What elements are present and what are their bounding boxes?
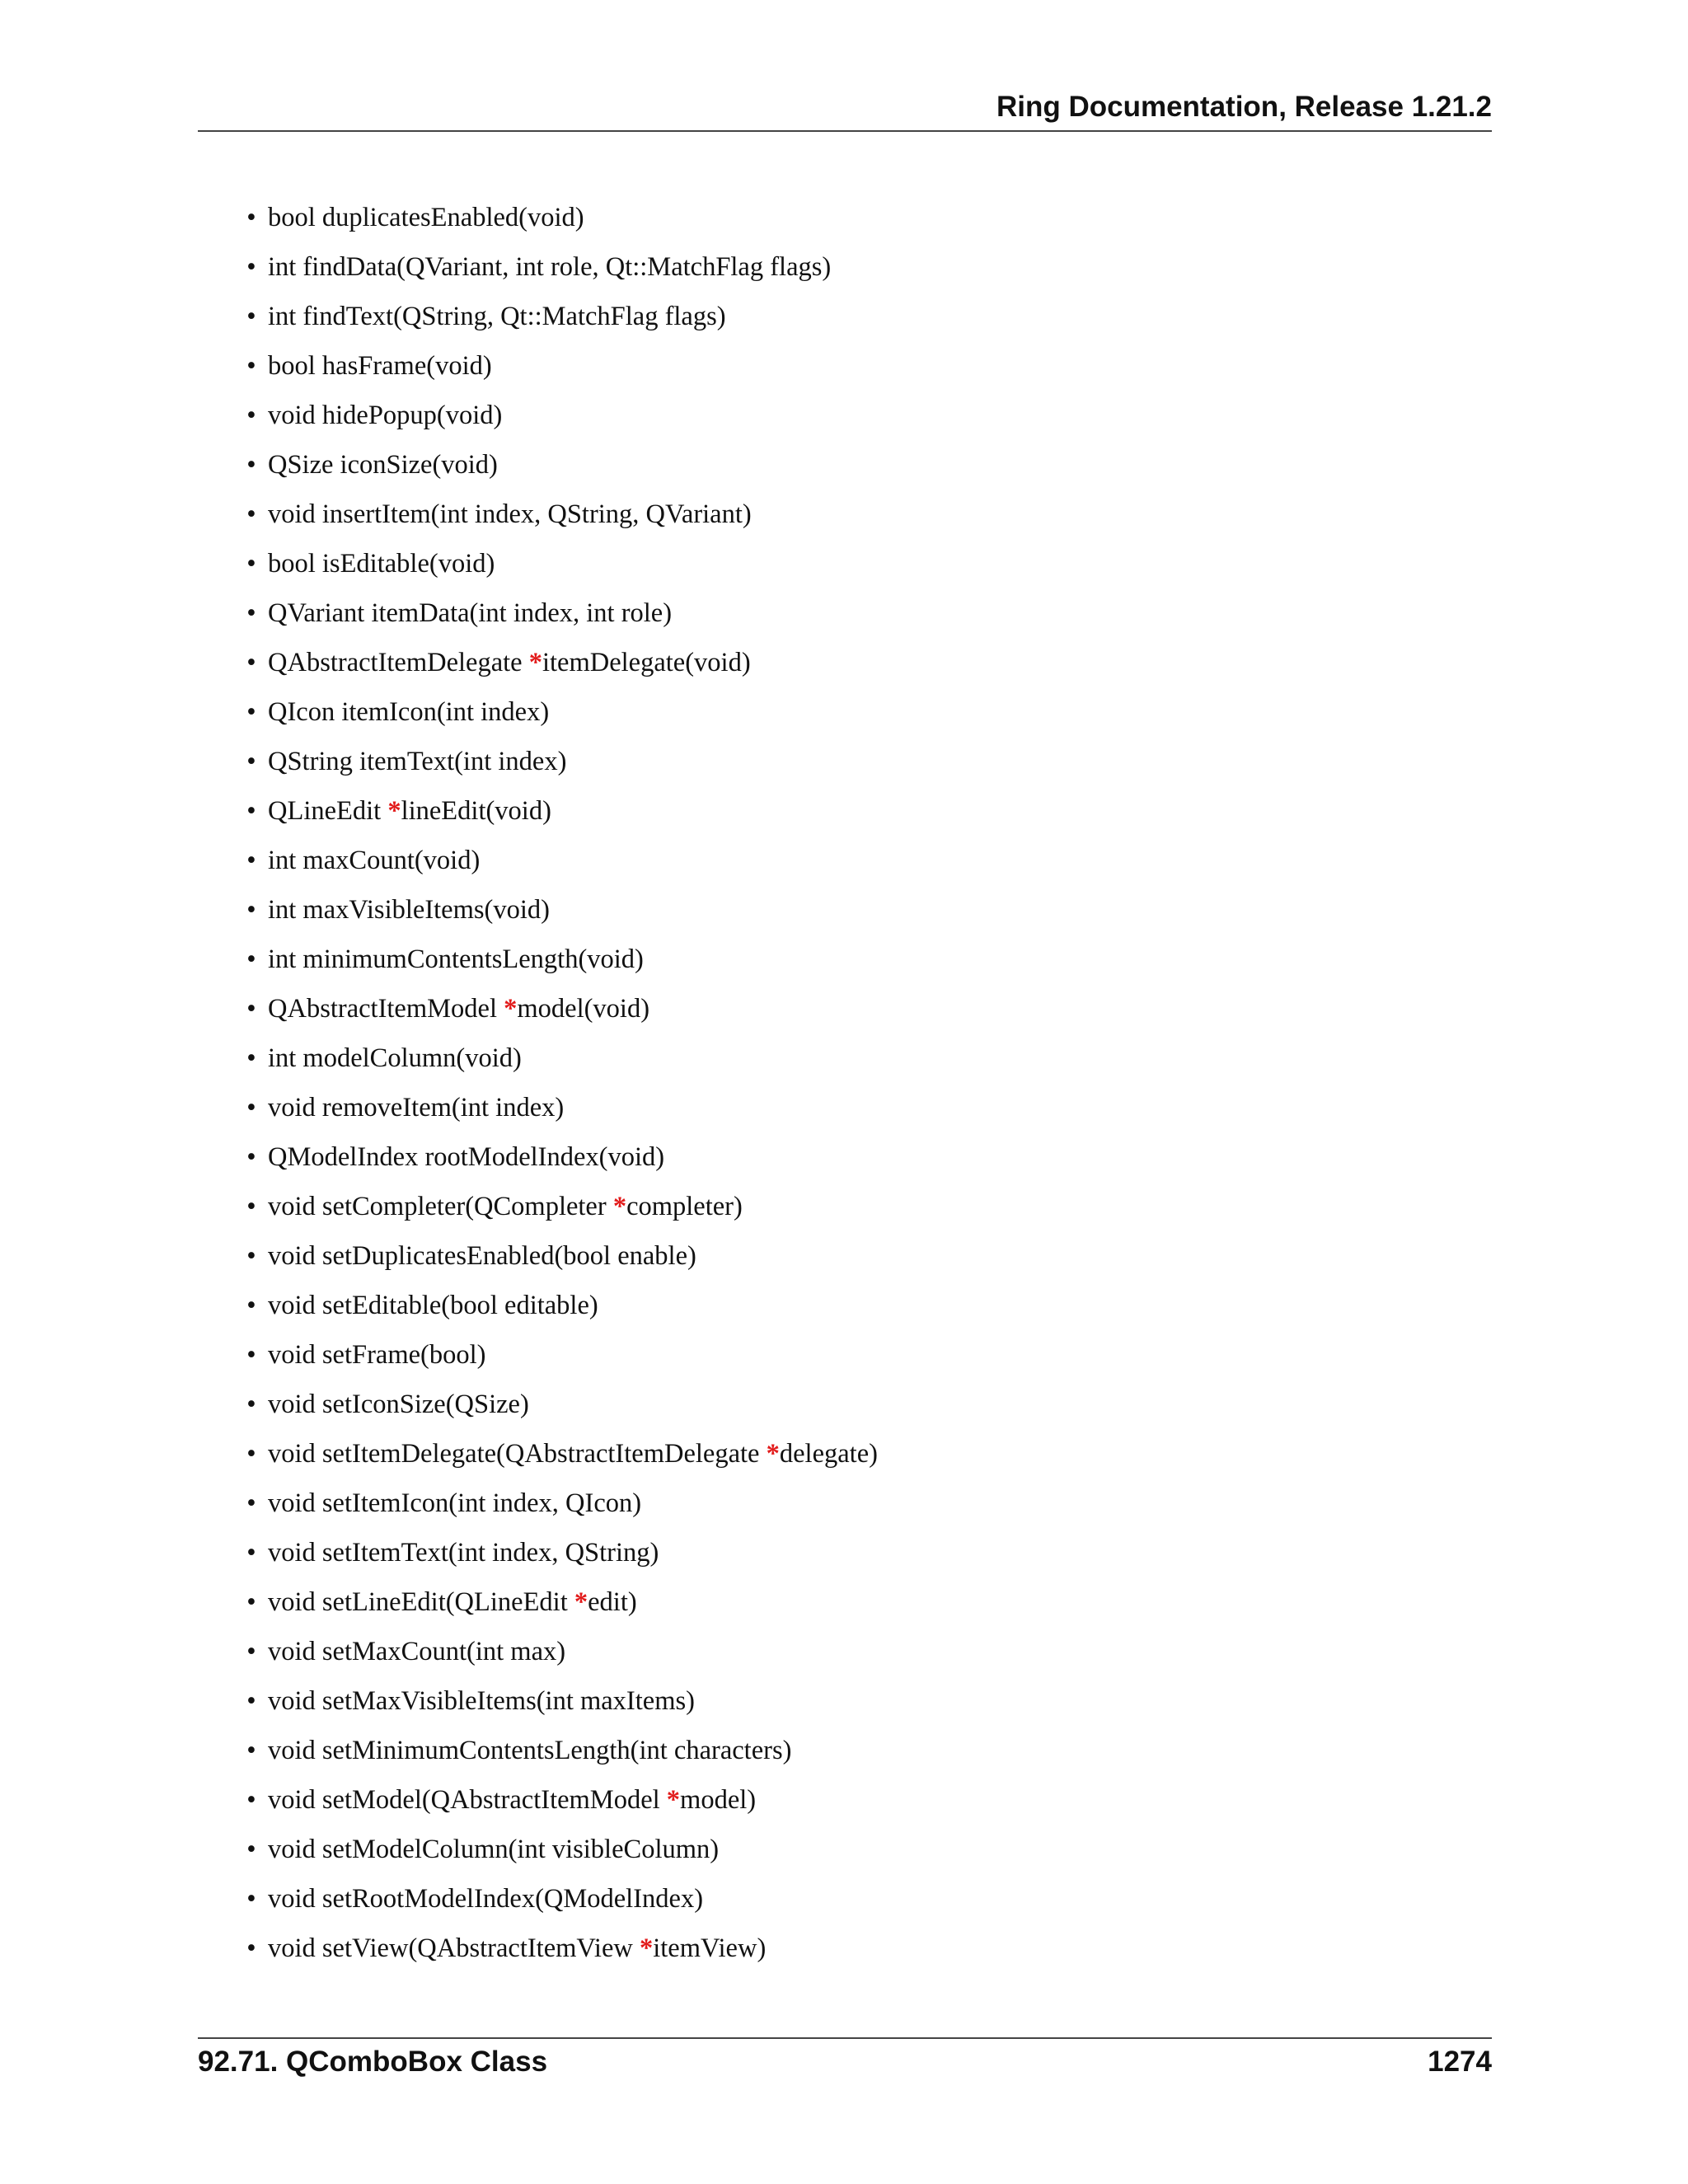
pointer-asterisk: *: [612, 1192, 627, 1221]
method-signature: [268, 888, 550, 931]
bullet-icon: •: [246, 401, 256, 430]
bullet-icon: •: [246, 549, 256, 579]
bullet-icon: •: [246, 1785, 256, 1815]
signature-text: edit): [588, 1587, 637, 1617]
pointer-asterisk: *: [666, 1785, 681, 1815]
signature-text: void setModel(QAbstractItemModel: [268, 1785, 667, 1815]
signature-text: void setItemText(int index, QString): [268, 1538, 659, 1568]
method-signature: [268, 493, 752, 536]
method-signature: [268, 1383, 529, 1426]
signature-text: QString itemText(int index): [268, 747, 567, 776]
pointer-asterisk: *: [574, 1587, 588, 1617]
method-signature: [268, 246, 831, 288]
method-signature: [268, 1432, 878, 1475]
method-signature: [268, 1927, 766, 1970]
signature-text: QModelIndex rootModelIndex(void): [268, 1142, 665, 1172]
method-signature: [268, 196, 584, 239]
footer-rule: [198, 2037, 1492, 2039]
signature-text: void setIconSize(QSize): [268, 1390, 529, 1419]
method-signature: [268, 839, 480, 882]
method-signature: [268, 1828, 719, 1871]
bullet-icon: •: [246, 1390, 256, 1419]
page-number: 1274: [1428, 2046, 1492, 2078]
bullet-icon: •: [246, 1291, 256, 1320]
method-signature: [268, 1185, 743, 1228]
bullet-icon: •: [246, 1538, 256, 1568]
bullet-icon: •: [246, 1043, 256, 1073]
signature-text: bool hasFrame(void): [268, 351, 492, 381]
header-rule: [198, 130, 1492, 132]
document-title: Ring Documentation, Release 1.21.2: [996, 91, 1492, 123]
signature-text: model(void): [517, 994, 650, 1024]
bullet-icon: •: [246, 450, 256, 480]
method-signature: [268, 592, 672, 635]
bullet-icon: •: [246, 1884, 256, 1914]
signature-text: void hidePopup(void): [268, 401, 503, 430]
signature-text: int findData(QVariant, int role, Qt::MatchFlag flags): [268, 252, 832, 282]
signature-text: void setMinimumContentsLength(int characters): [268, 1736, 792, 1765]
bullet-icon: •: [246, 1142, 256, 1172]
method-signature: [268, 938, 644, 981]
method-signature: [268, 1680, 695, 1722]
method-signature: [268, 740, 566, 783]
signature-text: QVariant itemData(int index, int role): [268, 598, 673, 628]
bullet-icon: •: [246, 994, 256, 1024]
signature-text: QLineEdit: [268, 796, 388, 826]
bullet-icon: •: [246, 351, 256, 381]
method-signature: [268, 443, 498, 486]
signature-text: void setModelColumn(int visibleColumn): [268, 1835, 720, 1864]
signature-text: int maxVisibleItems(void): [268, 895, 550, 925]
bullet-icon: •: [246, 203, 256, 232]
signature-text: QSize iconSize(void): [268, 450, 498, 480]
method-signature: [268, 1581, 637, 1624]
bullet-icon: •: [246, 1340, 256, 1370]
signature-text: void setItemIcon(int index, QIcon): [268, 1488, 642, 1518]
bullet-icon: •: [246, 1835, 256, 1864]
method-signature: [268, 542, 495, 585]
signature-text: QAbstractItemDelegate: [268, 648, 529, 677]
bullet-icon: •: [246, 1736, 256, 1765]
bullet-icon: •: [246, 1637, 256, 1666]
signature-text: void setRootModelIndex(QModelIndex): [268, 1884, 704, 1914]
bullet-icon: •: [246, 302, 256, 331]
signature-text: int maxCount(void): [268, 846, 481, 875]
pointer-asterisk: *: [639, 1933, 654, 1963]
signature-text: QIcon itemIcon(int index): [268, 697, 550, 727]
signature-text: delegate): [779, 1439, 878, 1469]
bullet-icon: •: [246, 846, 256, 875]
bullet-icon: •: [246, 1686, 256, 1716]
method-signature: [268, 1086, 564, 1129]
method-signature: [268, 1037, 522, 1080]
bullet-icon: •: [246, 895, 256, 925]
method-signature: [268, 344, 492, 387]
bullet-icon: •: [246, 1488, 256, 1518]
signature-text: void setLineEdit(QLineEdit: [268, 1587, 574, 1617]
method-signature: [268, 691, 549, 733]
bullet-icon: •: [246, 648, 256, 677]
method-signature: [268, 1284, 598, 1327]
signature-text: void setView(QAbstractItemView: [268, 1933, 640, 1963]
bullet-icon: •: [246, 747, 256, 776]
signature-text: itemView): [653, 1933, 767, 1963]
bullet-icon: •: [246, 1933, 256, 1963]
bullet-icon: •: [246, 1439, 256, 1469]
signature-text: void setEditable(bool editable): [268, 1291, 598, 1320]
bullet-icon: •: [246, 598, 256, 628]
signature-text: int modelColumn(void): [268, 1043, 522, 1073]
signature-text: void setCompleter(QCompleter: [268, 1192, 613, 1221]
signature-text: void setDuplicatesEnabled(bool enable): [268, 1241, 696, 1271]
footer-section-title: 92.71. QComboBox Class: [198, 2046, 548, 2078]
method-signature: [268, 1779, 756, 1821]
pointer-asterisk: *: [528, 648, 542, 677]
signature-text: itemDelegate(void): [542, 648, 751, 677]
bullet-icon: •: [246, 1192, 256, 1221]
signature-text: void removeItem(int index): [268, 1093, 565, 1122]
signature-text: void setMaxCount(int max): [268, 1637, 566, 1666]
method-signature: [268, 1333, 485, 1376]
bullet-icon: •: [246, 1093, 256, 1122]
signature-text: bool isEditable(void): [268, 549, 495, 579]
method-signature: [268, 1877, 703, 1920]
method-signature: [268, 641, 751, 684]
signature-text: int findText(QString, Qt::MatchFlag flags): [268, 302, 726, 331]
signature-text: void setMaxVisibleItems(int maxItems): [268, 1686, 695, 1716]
method-signature: [268, 1729, 791, 1772]
bullet-icon: •: [246, 697, 256, 727]
method-signature: [268, 1235, 696, 1277]
signature-text: int minimumContentsLength(void): [268, 944, 644, 974]
bullet-icon: •: [246, 1587, 256, 1617]
signature-text: QAbstractItemModel: [268, 994, 504, 1024]
method-signature: [268, 1630, 565, 1673]
method-signature: [268, 1136, 664, 1179]
bullet-icon: •: [246, 944, 256, 974]
bullet-icon: •: [246, 499, 256, 529]
bullet-icon: •: [246, 252, 256, 282]
method-signature: [268, 1531, 659, 1574]
signature-text: void setFrame(bool): [268, 1340, 486, 1370]
pointer-asterisk: *: [766, 1439, 780, 1469]
signature-text: lineEdit(void): [401, 796, 551, 826]
signature-text: model): [680, 1785, 757, 1815]
bullet-icon: •: [246, 1241, 256, 1271]
method-signature: [268, 987, 649, 1030]
method-signature: [268, 394, 502, 437]
signature-text: bool duplicatesEnabled(void): [268, 203, 584, 232]
pointer-asterisk: *: [387, 796, 401, 826]
method-signature: [268, 295, 726, 338]
pointer-asterisk: *: [504, 994, 518, 1024]
signature-text: completer): [626, 1192, 743, 1221]
method-signature: [268, 790, 551, 832]
method-signature: [268, 1482, 641, 1525]
signature-text: void insertItem(int index, QString, QVariant): [268, 499, 752, 529]
signature-text: void setItemDelegate(QAbstractItemDelegate: [268, 1439, 767, 1469]
bullet-icon: •: [246, 796, 256, 826]
